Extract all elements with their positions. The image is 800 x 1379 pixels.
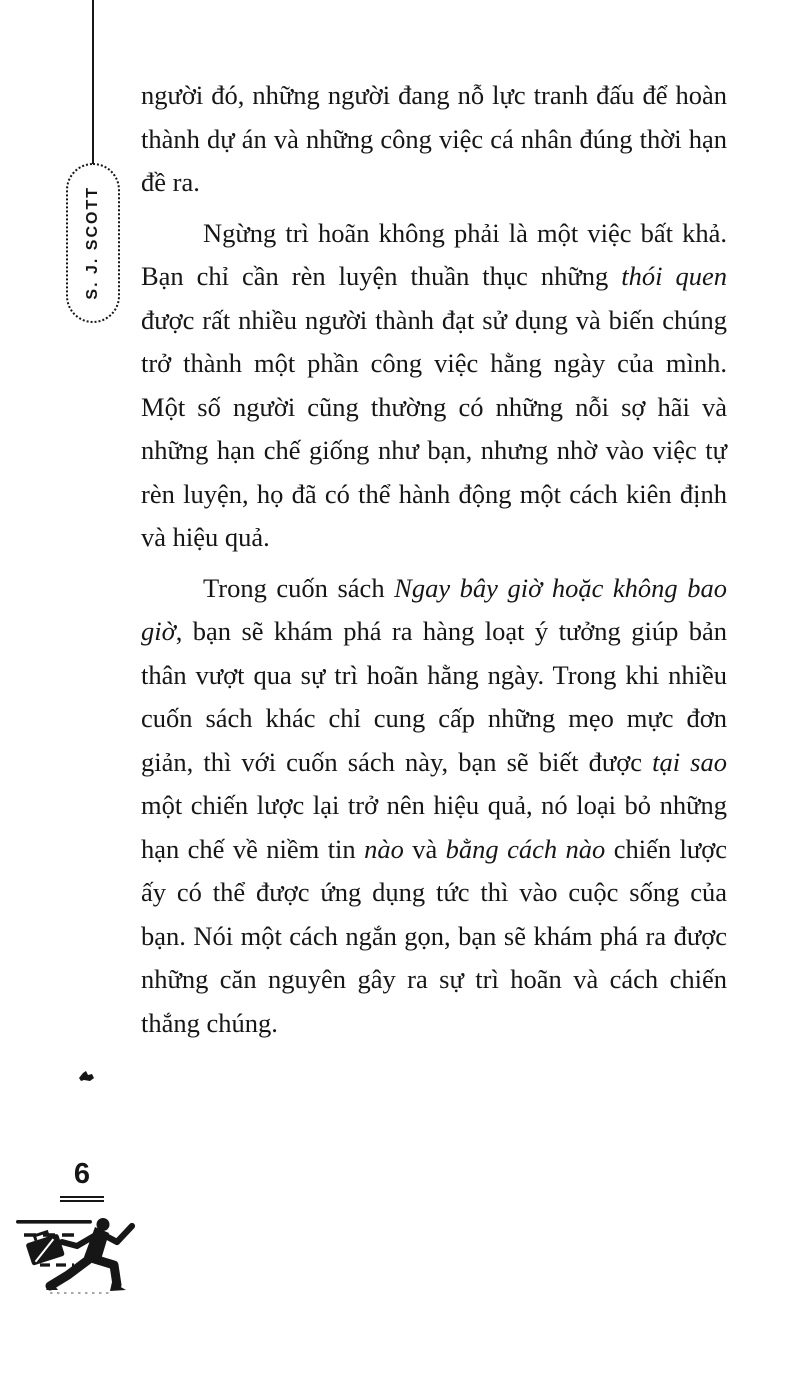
paragraph [141,212,727,560]
ink-blot-shape [79,1071,95,1083]
text-segment-italic: bằng cách nào [445,833,606,864]
runner-icon [4,1212,144,1310]
page-number: 6 [73,1158,91,1190]
text-segment-italic: thói quen [621,261,727,291]
running-businessman-illustration [4,1212,144,1310]
author-name: S. J. SCOTT [84,186,101,300]
text-segment: người đó, những người đang nỗ lực tranh đấu để hoàn thành dự án và những công việc cá nhân đúng thời hạn đề ra. [141,80,727,197]
author-tab [66,163,120,323]
text-segment: chiến lược ấy có thể được ứng dụng tức thì vào cuộc sống của bạn. Nói một cách ngắn gọn, bạn sẽ khám phá ra được những căn nguyên gây ra sự trì hoãn và cách chiến thắng chúng. [141,833,727,1038]
page-number-block [58,1158,106,1202]
top-vertical-rule [92,0,94,164]
text-segment-italic: Ngay bây giờ hoặc không bao giờ [141,572,727,646]
text-segment: , bạn sẽ khám phá ra hàng loạt ý tưởng giúp bản thân vượt qua sự trì hoãn hằng ngày. Trong khi nhiều cuốn sách khác chỉ cung cấp những mẹo mực đơn giản, thì với cuốn sách này, bạn sẽ biết được [141,616,727,777]
text-segment: và [403,833,446,864]
paragraph [141,74,727,205]
paragraph [141,567,727,1046]
text-block [141,74,727,1045]
page-number-rule [60,1196,104,1202]
text-segment: được rất nhiều người thành đạt sử dụng và biến chúng trở thành một phần công việc hằng ngày của mình. Một số người cũng thường có những nỗi sợ hãi và những hạn chế giống như bạn, nhưng nhờ vào việc tự rèn luyện, họ đã có thể hành động một cách kiên định và hiệu quả. [141,304,727,552]
text-segment: Trong cuốn sách [203,572,395,603]
text-segment: một chiến lược lại trở nên hiệu quả, nó loại bỏ những hạn chế về niềm tin [141,790,727,864]
ink-blot-mark [79,1070,95,1082]
text-segment-italic: tại sao [652,746,727,777]
text-segment-italic: nào [364,833,404,864]
text-segment: Ngừng trì hoãn không phải là một việc bất khả. Bạn chỉ cần rèn luyện thuần thục những [141,217,727,291]
